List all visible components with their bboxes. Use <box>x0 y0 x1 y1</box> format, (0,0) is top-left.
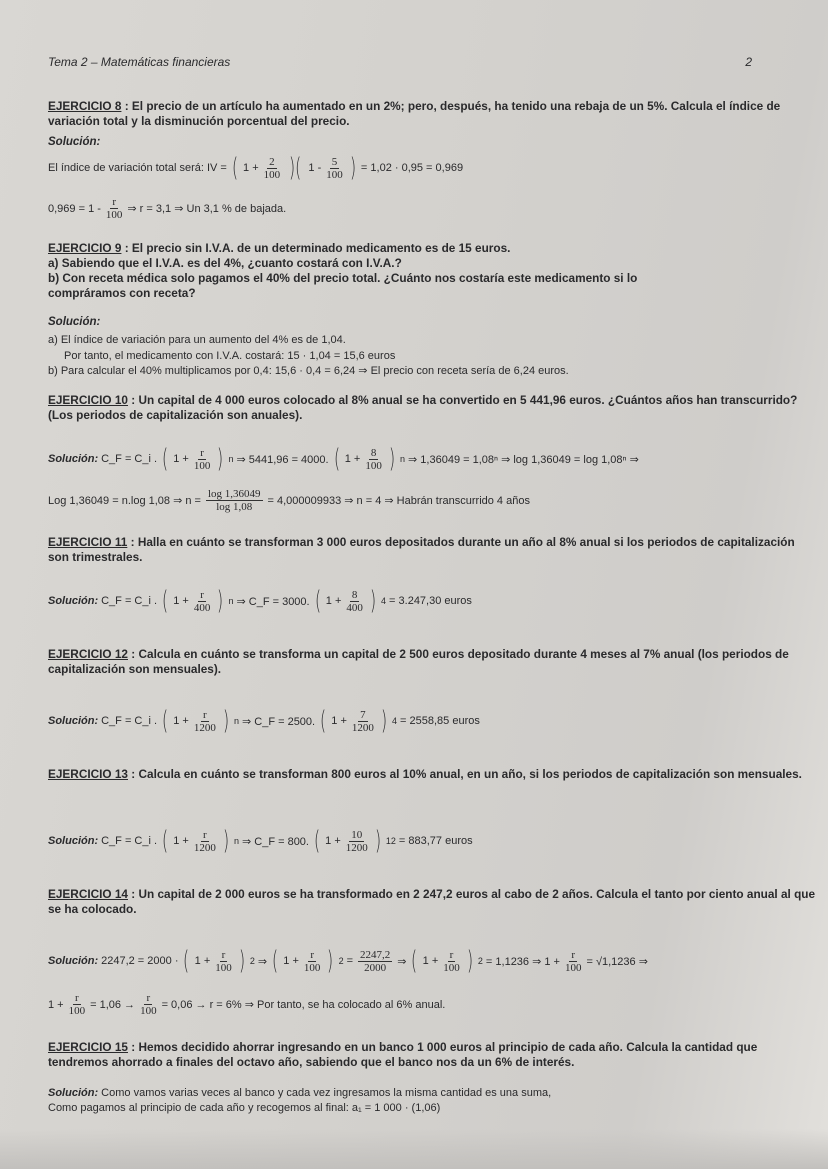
formula-line <box>48 446 818 472</box>
exercise-9 <box>48 241 818 301</box>
exercise-text: : El precio de un artículo ha aumentado en un 2%; pero, después, ha tenido una rebaja de un 5%. Calcula el índice de variación total y la disminución porcentual del precio. <box>48 99 781 128</box>
formula-part: 100 <box>215 961 232 974</box>
formula-part: r <box>221 948 226 961</box>
solution-9 <box>48 333 818 380</box>
formula-part: 2 <box>477 956 483 966</box>
exercise-text: : Hemos decidido ahorrar ingresando en un banco 1 000 euros al principio de cada año. Calcula la cantidad que tendremos ahorrado a finales del octavo año, sabiendo que el banco nos da un 6% de interés. <box>48 1040 758 1069</box>
fraction <box>206 488 263 513</box>
formula-part: 1 + <box>173 835 189 847</box>
formula-part: 4 <box>392 716 398 726</box>
exercise-11 <box>48 535 818 565</box>
formula-part: 1 + <box>344 453 361 465</box>
formula-part: n <box>233 836 239 846</box>
formula-part: 5 <box>331 155 338 168</box>
exercise-8 <box>48 99 818 129</box>
formula-part: = <box>346 955 354 967</box>
formula-part: 8 <box>370 446 377 459</box>
text: Como pagamos al principio de cada año y recogemos al final: a₁ = 1 000 · (1,06) <box>48 1102 441 1114</box>
formula-part: log 1,36049 <box>207 488 261 500</box>
formula-part: 1 + <box>422 955 439 967</box>
formula-part: C_F = C_i . <box>101 595 158 607</box>
text: El índice de variación total será: IV = <box>48 162 227 174</box>
parenthesis: ( <box>333 444 340 474</box>
fraction <box>106 196 123 221</box>
formula-part: n <box>233 716 239 726</box>
formula-part: 1 + <box>325 835 341 847</box>
text: ⇒ 5441,96 = 4000. <box>236 453 329 466</box>
fraction <box>365 447 382 472</box>
text: = 1,02 · 0,95 = 0,969 <box>360 162 464 174</box>
formula-part: 1200 <box>351 721 374 734</box>
formula-part: r <box>75 992 79 1004</box>
formula-part: r <box>310 948 314 961</box>
exercise-text: : Un capital de 4 000 euros colocado al 8% anual se ha convertido en 5 441,96 euros. ¿Cuántos años han transcurrido? (Los periodos de capitalización son anuales). <box>48 393 798 422</box>
formula-part: C_F = C_i . <box>101 715 158 727</box>
page-shadow <box>0 1129 828 1169</box>
formula-part: = 1,1236 ⇒ 1 + <box>485 955 560 968</box>
fraction <box>443 949 460 974</box>
exercise-13 <box>48 767 818 782</box>
formula-part: 100 <box>105 209 123 221</box>
parenthesis: ) <box>217 444 224 474</box>
fraction <box>352 709 374 734</box>
formula-part: 100 <box>68 1005 86 1017</box>
formula-part: 100 <box>564 961 582 974</box>
formula-part: 10 <box>351 828 363 841</box>
parenthesis: ( <box>162 586 169 616</box>
formula-part: r <box>571 948 576 961</box>
formula-part: 1 + <box>173 715 189 727</box>
text: C_F = C_i . <box>101 453 158 465</box>
formula-line: El índice de variación total será: IV = ( 1 + $\frac{2}{100}$ )( 1 - $\frac{5}{100}$ ) = 1,02 · 0,95 = 0,969 <box>48 153 464 183</box>
fraction <box>346 829 368 854</box>
parenthesis: ( <box>314 826 321 856</box>
solution-label: Solución: <box>48 1087 99 1099</box>
formula-part: r <box>200 588 204 601</box>
exercise-10 <box>48 393 818 423</box>
parenthesis: ) <box>388 444 395 474</box>
text: ⇒ r = 3,1 ⇒ Un 3,1 % de bajada. <box>127 203 287 215</box>
formula-part: 400 <box>193 601 211 614</box>
solution-label: Solución: <box>48 835 99 847</box>
formula-part: 1 + <box>48 998 64 1011</box>
formula-part: r <box>200 446 204 459</box>
exercise-label: EJERCICIO 10 <box>48 393 128 407</box>
parenthesis: ) <box>222 706 229 736</box>
formula-part: 100 <box>193 459 211 472</box>
formula-line <box>48 992 818 1017</box>
formula-part: r <box>202 708 207 721</box>
solution-label: Solución: <box>48 595 99 607</box>
formula-part: 2000 <box>364 961 387 974</box>
parenthesis: ) <box>327 946 334 976</box>
formula-part: 100 <box>443 961 460 974</box>
exercise-text: : Halla en cuánto se transforman 3 000 euros depositados durante un año al 8% anual si los periodos de capitalización son trimestrales. <box>48 535 795 564</box>
parenthesis: ( <box>320 706 327 736</box>
text: Como vamos varias veces al banco y cada vez ingresamos la misma cantidad es una suma, <box>101 1087 552 1099</box>
fraction <box>264 156 281 181</box>
formula-part: 100 <box>140 1005 157 1017</box>
formula-part: n <box>228 454 234 464</box>
formula-part: 2247,2 <box>360 948 391 961</box>
text: ⇒ 1,36049 = 1,08ⁿ ⇒ log 1,36049 = log 1,08ⁿ ⇒ <box>408 453 639 466</box>
text: = 883,77 euros <box>398 835 473 847</box>
text: = 2558,85 euros <box>400 715 480 727</box>
exercise-label: EJERCICIO 12 <box>48 647 128 661</box>
formula-line <box>48 708 818 734</box>
fraction <box>326 156 343 181</box>
formula-part: 1 + <box>173 453 189 465</box>
question-a: a) Sabiendo que el I.V.A. es del 4%, ¿cuanto costará con I.V.A.? <box>48 256 402 270</box>
formula-part: 2247,2 = 2000 · <box>101 955 179 967</box>
exercise-label: EJERCICIO 13 <box>48 767 128 781</box>
solution-label: Solución: <box>48 715 99 727</box>
fraction <box>346 589 363 614</box>
fraction <box>194 589 211 614</box>
formula-part: 2 <box>249 956 255 966</box>
solution-label: Solución: <box>48 453 99 465</box>
formula-part: 1 + <box>194 955 211 967</box>
formula-part: n <box>400 454 406 464</box>
solution-label: Solución: <box>48 955 99 967</box>
formula-part: 1200 <box>193 721 216 734</box>
parenthesis: ) <box>380 706 387 736</box>
exercise-label: EJERCICIO 14 <box>48 887 128 901</box>
fraction <box>194 709 216 734</box>
parenthesis: ) <box>349 153 356 183</box>
solution-15 <box>48 1086 818 1116</box>
formula-part: r <box>202 828 207 841</box>
formula-part: r <box>112 196 116 208</box>
exercise-label: EJERCICIO 11 <box>48 535 128 549</box>
exercise-15 <box>48 1040 818 1070</box>
parenthesis: ( <box>162 826 169 856</box>
parenthesis: ( <box>162 444 169 474</box>
formula-part: 100 <box>365 459 382 472</box>
exercise-text: : Calcula en cuánto se transforma un capital de 2 500 euros depositado durante 4 meses al 7% anual (los periodos de capitalización son mensuales). <box>48 647 789 676</box>
solution-label: Solución: <box>48 136 101 148</box>
text: ⇒ C_F = 3000. <box>236 595 310 608</box>
parenthesis: ) <box>466 946 473 976</box>
formula-part: log 1,08 <box>216 501 253 513</box>
formula-part: 4 <box>381 596 387 606</box>
parenthesis: ( <box>272 946 279 976</box>
formula-part: 1200 <box>193 841 216 854</box>
exercise-label: EJERCICIO 9 <box>48 241 122 255</box>
text: = 4,000009933 ⇒ n = 4 ⇒ Habrán transcurrido 4 años <box>267 495 530 507</box>
formula-part: 100 <box>263 168 281 181</box>
formula-part: 400 <box>346 601 363 614</box>
text: b) Para calcular el 40% multiplicamos por 0,4: 15,6 · 0,4 = 6,24 ⇒ El precio con receta sería de 6,24 euros. <box>48 365 569 377</box>
parenthesis: ( <box>183 946 190 976</box>
text: Log 1,36049 = n.log 1,08 ⇒ n = <box>48 495 201 507</box>
parenthesis: ) <box>238 946 245 976</box>
text: Por tanto, el medicamento con I.V.A. costará: 15 · 1,04 = 15,6 euros <box>64 349 396 362</box>
fraction <box>565 949 582 974</box>
exercise-14 <box>48 887 818 917</box>
formula-part: 100 <box>326 168 343 181</box>
formula-part: 100 <box>303 961 321 974</box>
exercise-12 <box>48 647 818 677</box>
exercise-label: EJERCICIO 15 <box>48 1040 128 1054</box>
parenthesis: ) <box>222 826 229 856</box>
exercise-text: : El precio sin I.V.A. de un determinado medicamento es de 15 euros. <box>121 241 511 255</box>
formula-part: 1 + <box>331 715 347 727</box>
formula-part: C_F = C_i . <box>101 835 158 847</box>
formula-part: 2 <box>338 956 344 966</box>
fraction <box>140 992 157 1017</box>
fraction <box>358 949 392 974</box>
parenthesis: ( <box>411 946 418 976</box>
formula-part: 1 + <box>325 595 342 607</box>
formula-part: r <box>449 948 454 961</box>
fraction <box>194 447 211 472</box>
text: ⇒ C_F = 800. <box>241 835 309 848</box>
fraction <box>304 949 321 974</box>
parenthesis: ( <box>162 706 169 736</box>
parenthesis: ) <box>217 586 224 616</box>
formula-part: 12 <box>385 836 396 846</box>
formula-part: = 1,06 → <box>90 998 136 1011</box>
text: = 3.247,30 euros <box>389 595 472 607</box>
exercise-text: : Un capital de 2 000 euros se ha transformado en 2 247,2 euros al cabo de 2 años. Calcula el tanto por ciento anual al que se ha colocado. <box>48 887 816 916</box>
formula-part: 2 <box>269 155 275 168</box>
solution-label: Solución: <box>48 316 101 328</box>
text: a) El índice de variación para un aumento del 4% es de 1,04. <box>48 334 346 346</box>
fraction <box>69 992 86 1017</box>
text: ⇒ C_F = 2500. <box>241 715 316 728</box>
header-title: Tema 2 – Matemáticas financieras <box>48 55 231 69</box>
formula-part: = √1,1236 ⇒ <box>586 955 648 968</box>
parenthesis: )( <box>289 153 302 183</box>
exercise-text: : Calcula en cuánto se transforman 800 euros al 10% anual, en un año, si los periodos de capitalización son mensuales. <box>128 767 802 781</box>
parenthesis: ) <box>369 586 376 616</box>
formula-part: 1 + <box>283 955 299 967</box>
text: = 0,06 → r = 6% ⇒ Por tanto, se ha colocado al 6% anual. <box>161 999 446 1011</box>
question-b: b) Con receta médica solo pagamos el 40% del precio total. ¿Cuánto nos costaría este medicamento si lo compráramos con receta? <box>48 271 638 300</box>
formula-line <box>48 828 818 854</box>
fraction <box>215 949 232 974</box>
formula-part: r <box>146 992 151 1004</box>
exercise-label: EJERCICIO 8 <box>48 99 122 113</box>
page-number: 2 <box>745 55 752 69</box>
parenthesis: ) <box>374 826 381 856</box>
formula-part: 1200 <box>345 841 368 854</box>
formula-part: 8 <box>351 588 358 601</box>
formula-line <box>48 588 818 614</box>
formula-line <box>48 948 818 974</box>
fraction <box>194 829 216 854</box>
doc-header <box>48 55 818 69</box>
parenthesis: ( <box>231 153 238 183</box>
formula-part: 1 + <box>173 595 189 607</box>
parenthesis: ( <box>314 586 321 616</box>
formula-part: 7 <box>360 708 366 721</box>
formula-part: n <box>228 596 234 606</box>
text: 0,969 = 1 - <box>48 202 101 215</box>
formula-line <box>48 488 818 513</box>
formula-part: ⇒ <box>397 955 407 968</box>
formula-line <box>48 196 818 221</box>
formula-part: ⇒ <box>257 955 268 968</box>
